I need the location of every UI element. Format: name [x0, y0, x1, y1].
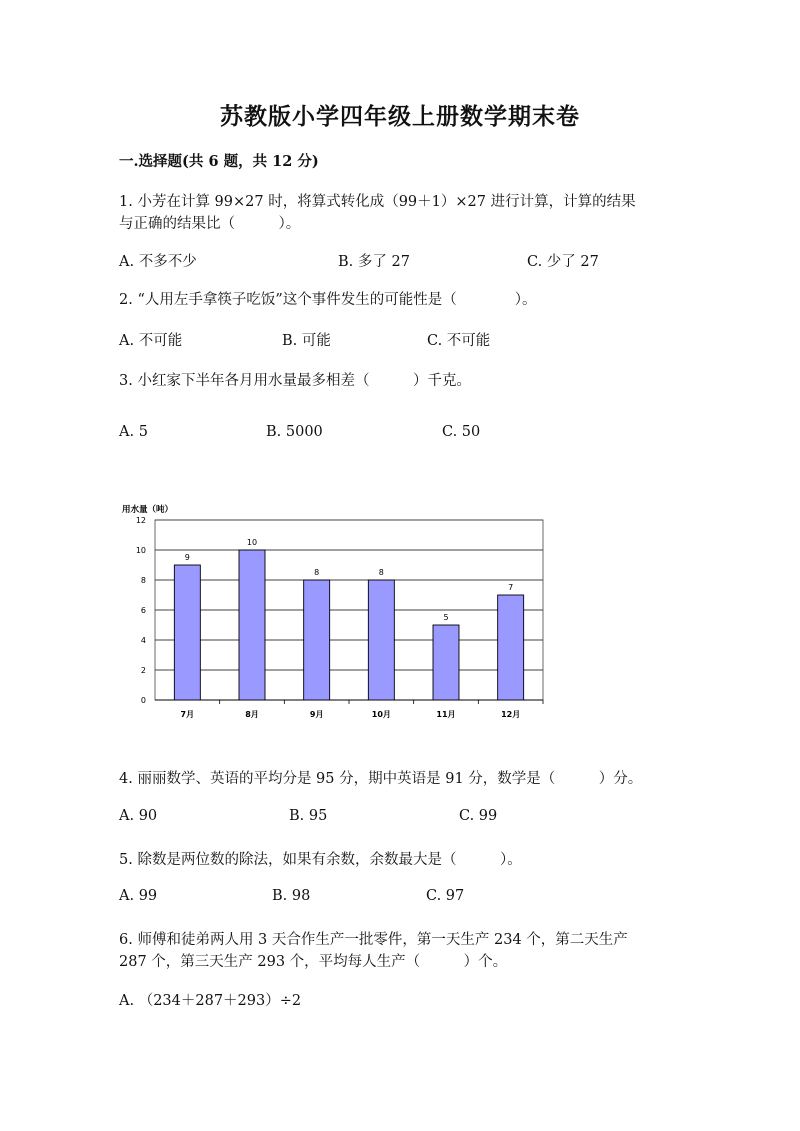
x-tick-label: 12月: [501, 710, 521, 719]
question-2-option-b: B. 可能: [282, 333, 331, 349]
bar-value-label: 10: [246, 538, 258, 547]
question-3-option-a: A. 5: [119, 424, 148, 440]
question-1-option-a: A. 不多不少: [119, 254, 197, 270]
bar: [304, 580, 330, 700]
chart-svg: [100, 495, 560, 730]
y-tick-label: 2: [140, 666, 146, 675]
question-5-text: 5. 除数是两位数的除法，如果有余数，余数最大是（ ）。: [119, 852, 522, 868]
x-tick-label: 7月: [180, 710, 195, 719]
y-axis-label: 用水量（吨）: [122, 505, 174, 515]
question-2-option-c: C. 不可能: [427, 333, 491, 349]
question-1-line-2: 与正确的结果比（ ）。: [119, 216, 301, 232]
bar-value-label: 7: [508, 583, 514, 592]
question-5-option-a: A. 99: [119, 888, 158, 904]
question-4-text: 4. 丽丽数学、英语的平均分是 95 分，期中英语是 91 分，数学是（ ）分。: [119, 771, 643, 787]
y-tick-label: 10: [135, 546, 146, 555]
question-5-option-b: B. 98: [272, 888, 311, 904]
question-6-option-a: A. （234＋287＋293）÷2: [119, 993, 302, 1009]
water-usage-bar-chart: [100, 495, 560, 730]
x-tick-label: 11月: [436, 710, 456, 719]
question-3-text: 3. 小红家下半年各月用水量最多相差（ ）千克。: [119, 373, 471, 389]
bar-value-label: 9: [184, 553, 190, 562]
y-tick-label: 12: [135, 516, 146, 525]
question-4-option-c: C. 99: [459, 808, 498, 824]
y-tick-label: 6: [140, 606, 146, 615]
bar-value-label: 5: [443, 613, 449, 622]
question-6-line-2: 287 个，第三天生产 293 个，平均每人生产（ ）个。: [119, 954, 508, 970]
bar: [498, 595, 524, 700]
question-2-option-a: A. 不可能: [119, 333, 183, 349]
bar: [368, 580, 394, 700]
x-tick-label: 9月: [309, 710, 324, 719]
question-3-option-c: C. 50: [442, 424, 481, 440]
bar-value-label: 8: [314, 568, 320, 577]
section-heading: 一.选择题(共 6 题，共 12 分): [119, 153, 319, 170]
bar: [174, 565, 200, 700]
y-tick-label: 4: [140, 636, 146, 645]
question-5-option-c: C. 97: [426, 888, 465, 904]
bar: [433, 625, 459, 700]
x-tick-label: 8月: [245, 710, 259, 719]
question-3-option-b: B. 5000: [266, 424, 323, 440]
question-4-option-a: A. 90: [119, 808, 158, 824]
y-tick-label: 8: [140, 576, 146, 585]
y-tick-label: 0: [140, 696, 146, 705]
x-tick-label: 10月: [371, 710, 391, 719]
bar: [239, 550, 265, 700]
page-title: 苏教版小学四年级上册数学期末卷: [220, 103, 580, 130]
question-1-option-c: C. 少了 27: [527, 254, 599, 270]
question-1-option-b: B. 多了 27: [338, 254, 410, 270]
question-1-line-1: 1. 小芳在计算 99×27 时，将算式转化成（99＋1）×27 进行计算，计算的结果: [119, 194, 636, 210]
question-2-text: 2. “人用左手拿筷子吃饭”这个事件发生的可能性是（ ）。: [119, 292, 537, 308]
question-6-line-1: 6. 师傅和徒弟两人用 3 天合作生产一批零件，第一天生产 234 个，第二天生产: [119, 932, 628, 948]
question-4-option-b: B. 95: [289, 808, 328, 824]
bar-value-label: 8: [378, 568, 384, 577]
